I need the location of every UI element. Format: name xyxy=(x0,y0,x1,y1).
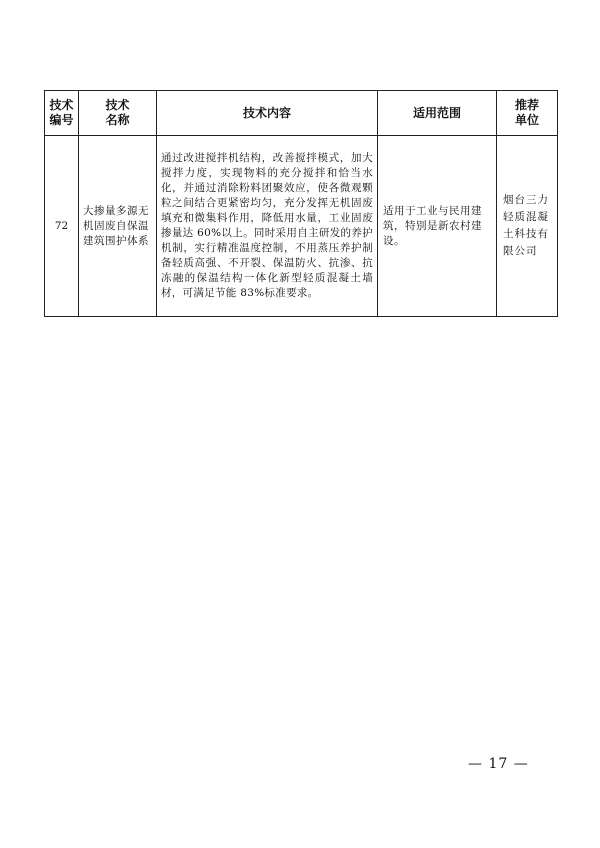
cell-applicable-scope: 适用于工业与民用建筑，特别是新农村建设。 xyxy=(378,136,497,317)
cell-tech-id: 72 xyxy=(45,136,79,317)
header-applicable-scope: 适用范围 xyxy=(378,91,497,136)
header-tech-name: 技术 名称 xyxy=(79,91,157,136)
header-recommending-unit: 推荐 单位 xyxy=(497,91,558,136)
table-row xyxy=(45,136,558,317)
cell-tech-content: 通过改进搅拌机结构，改善搅拌模式，加大搅拌力度，实现物料的充分搅拌和恰当水化，并通过消除粉料团聚效应，使各微观颗粒之间结合更紧密均匀，充分发挥无机固废填充和微集料作用，降低用水量，工业固废掺量达 60%以上。同时采用自主研发的养护机制，实行精准温度控制，不用蒸压养护制备轻质高强、不开裂、保温防火、抗渗、抗冻融的保温结构一体化新型轻质混凝土墙材，可满足节能 83%标准要求。 xyxy=(157,136,378,317)
cell-tech-name: 大掺量多源无机固废自保温建筑围护体系 xyxy=(79,136,157,317)
page-number: — 17 — xyxy=(468,756,529,772)
header-tech-content: 技术内容 xyxy=(157,91,378,136)
table-body xyxy=(45,136,558,317)
technology-table xyxy=(44,90,558,317)
table-header xyxy=(45,91,558,136)
header-row xyxy=(45,91,558,136)
header-tech-id: 技术 编号 xyxy=(45,91,79,136)
cell-recommending-unit: 烟台三力轻质混凝土科技有限公司 xyxy=(497,136,558,317)
